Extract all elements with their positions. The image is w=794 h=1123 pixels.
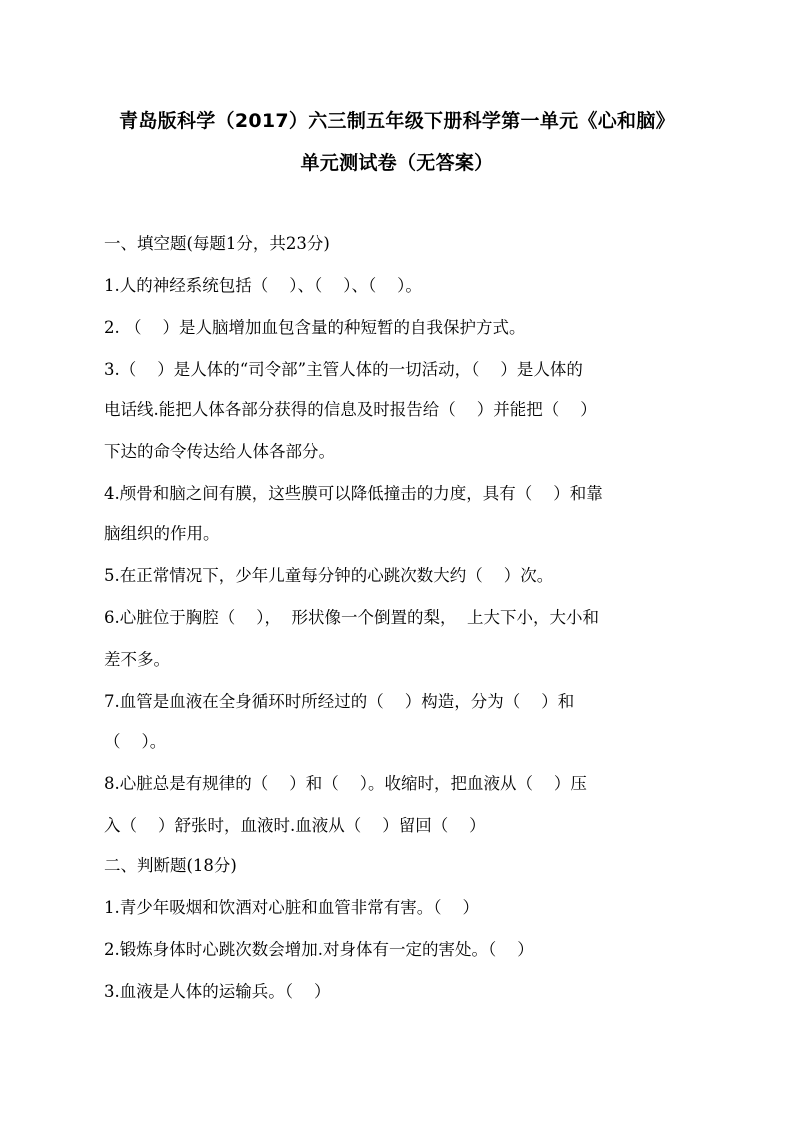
- question-line: 3.血液是人体的运输兵。（ ）: [104, 982, 331, 1001]
- question-line: 5.在正常情况下，少年儿童每分钟的心跳次数大约（ ）次。: [104, 566, 554, 585]
- document-subtitle: 单元测试卷（无答案）: [300, 152, 494, 174]
- question-line: 2. （ ）是人脑增加血包含量的种短暂的自我保护方式。: [104, 318, 526, 337]
- question-line: 4.颅骨和脑之间有膜，这些膜可以降低撞击的力度，具有（ ）和靠: [104, 484, 603, 503]
- question-line: 脑组织的作用。: [104, 524, 220, 543]
- question-line: 2.锻炼身体时心跳次数会增加.对身体有一定的害处。（ ）: [104, 940, 534, 959]
- question-line: 电话线.能把人体各部分获得的信息及时报告给（ ）并能把（ ）: [104, 400, 597, 419]
- question-line: （ ）。: [104, 732, 167, 751]
- question-line: 1.青少年吸烟和饮酒对心脏和血管非常有害。（ ）: [104, 898, 479, 917]
- question-line: 入（ ）舒张时，血液时.血液从（ ）留回（ ）: [104, 816, 486, 835]
- section-heading-true-false: 二、判断题(18分): [104, 856, 237, 875]
- question-line: 1.人的神经系统包括（ ）、（ ）、（ ）。: [104, 276, 422, 295]
- document-title: 青岛版科学（2017）六三制五年级下册科学第一单元《心和脑》: [119, 110, 675, 132]
- question-line: 下达的命令传达给人体各部分。: [104, 442, 335, 461]
- section-heading-fill-blank: 一、填空题(每题1分，共23分): [104, 234, 330, 253]
- question-line: 7.血管是血液在全身循环时所经过的（ ）构造，分为（ ）和: [104, 692, 575, 711]
- question-line: 差不多。: [104, 650, 170, 669]
- question-line: 8.心脏总是有规律的（ ）和（ ）。收缩时，把血液从（ ）压: [104, 774, 587, 793]
- question-line: 6.心脏位于胸腔（ ）， 形状像一个倒置的梨， 上大下小，大小和: [104, 608, 599, 627]
- question-line: 3.（ ）是人体的“司令部”主管人体的一切活动，（ ）是人体的: [104, 360, 583, 379]
